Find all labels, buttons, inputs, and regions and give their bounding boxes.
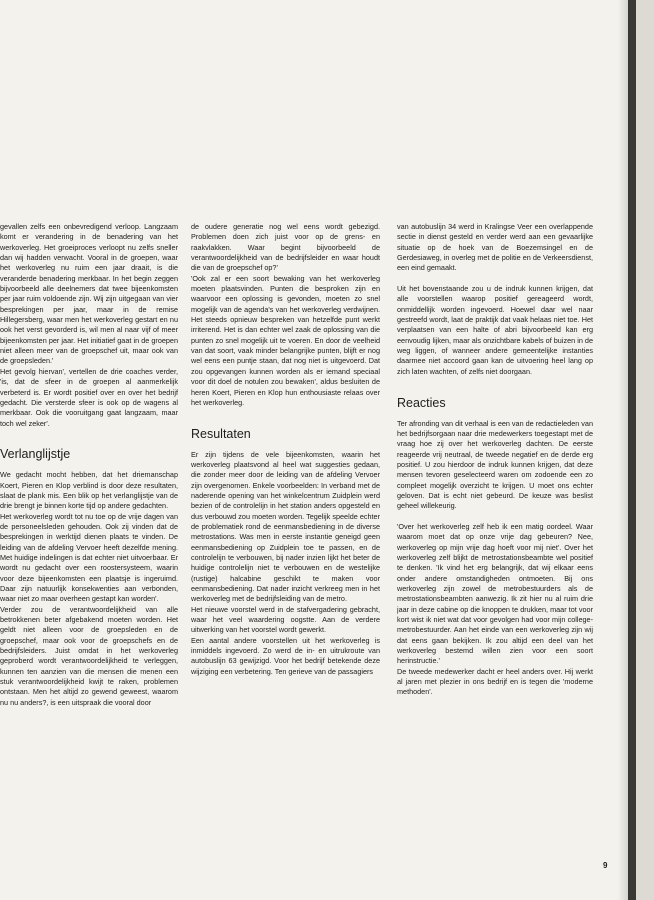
binding-shadow bbox=[618, 0, 628, 900]
paragraph: Het nieuwe voorstel werd in de stafvergadering gebracht, waar het veel waardering oogstte. Aan de verdere uitwerking van het voorstel wordt gewerkt. bbox=[191, 604, 380, 635]
paragraph: Ter afronding van dit verhaal is een van de redactieleden van het bedrijfsorgaan naar drie medewerkers toegestapt met de vraag hoe zij over het werkoverleg dachten. De eerste reageerde vrij neutraal, de tweede negatief en de derde erg positief. U zou hierdoor de indruk kunnen krijgen, dat deze mensen tevoren geselecteerd waren om zodoende een zo compleet mogelijk overzicht te krijgen. U moet ons echter geloven. Dat is echt niet gebeurd. De keuze was beslist geheel willekeurig. bbox=[397, 418, 593, 511]
paragraph: We gedacht mocht hebben, dat het driemanschap Koert, Pieren en Klop verblind is door deze resultaten, slaat de plank mis. Een blik op het verlanglijstje van de drie brengt je binnen korte tijd op andere gedachten. bbox=[0, 470, 178, 511]
page-number: 9 bbox=[603, 861, 608, 870]
next-page-edge bbox=[636, 0, 654, 900]
paragraph: Er zijn tijdens de vele bijeenkomsten, waarin het werkoverleg plaatsvond al heel wat suggesties gedaan, die zonder meer door de leiding van de afdeling Vervoer zijn overgenomen. Enkele voorbeelden: In verband met de naderende opening van het winkelcentrum Zuidplein werd bezien of de controlelijn in het station anders opgesteld en dus verbouwd zou moeten worden. Tegelijk speelde echter de problematiek rond de eenmansbediening in de diverse metrostations. Was men in eerste instantie geneigd geen eenmansbediening op Zuidplein toe te passen, en de controlelijn te verbouwen, bij nader inzien lijkt het beter de huidige controlelijn niet te verbouwen en de westelijke (rustige) halcabine geschikt te maken voor eenmansbediening. Dat nader inzicht verkreeg men in het werkoverleg met de bedrijfsleiding van de metro. bbox=[191, 449, 380, 604]
text-column-right bbox=[397, 222, 593, 698]
paragraph: 'Ook zal er een soort bewaking van het werkoverleg moeten plaatsvinden. Punten die besproken zijn en waarvoor een oplossing is gevonden, moeten zo snel mogelijk van de agenda's van het werkoverleg verdwijnen. Het steeds opnieuw bespreken van hetzelfde punt werkt irriterend. Het is dan echter wel zaak de oplossing van die punten zo snel mogelijk uit te voeren. En door de veelheid van dat soort, vaak minder belangrijke punten, blijft er nog wel eens een puntje staan, dat nog niet is uitgevoerd. Dat zou opgevangen kunnen worden als er iemand speciaal voor dit doel de notulen zou bewaken', aldus besluiten de heren Koert, Pieren en Klop hun enthousiaste relaas over het werkoverleg. bbox=[191, 273, 380, 407]
binding-edge bbox=[628, 0, 636, 900]
paragraph: 'Over het werkoverleg zelf heb ik een matig oordeel. Waar waarom moet dat op onze vrije dag gebeuren? Nee, werkoverleg op mijn vrije dag hoeft voor mij niet'. Over het werkoverleg zelf blijkt de metrostationsbeambte wel positief te denken. 'Ik vind het erg belangrijk, dat wij elkaar eens onder andere omstandigheden ontmoeten. Bij ons werkoverleg zijn zowel de metrobestuurders als de metrostationsbeambten aanwezig. Ik zit hier nu al ruim drie jaar in deze cabine op die knoppen te drukken, maar tot voor kort wist ik niet wat dat voor gevolgen had voor mijn college-metrobestuurder. Aan het einde van een werkoverleg zijn wij dat eens gaan bekijken. Ik zou altijd een deel van het werkoverleg bestemd willen zien voor een soort herinstructie.' bbox=[397, 521, 593, 666]
paragraph: Een aantal andere voorstellen uit het werkoverleg is inmiddels ingevoerd. Zo werd de in- en uitrukroute van autobuslijn 63 gewijzigd. Voor het bedrijf betekende deze wijziging een verbetering. Ten gerieve van de passagiers bbox=[191, 635, 380, 676]
paragraph: Het werkoverleg wordt tot nu toe op de vrije dagen van de personeelsleden gehouden. Ook zij vinden dat de besprekingen in werktijd dienen plaats te vinden. De leiding van de afdeling Vervoer heeft dezelfde mening. Met huidige indelingen is dat echter niet uitvoerbaar. Er wordt nu gedacht over een roostersysteem, waarin voor deze bijeenkomsten een plaatsje is ingeruimd. Daar zijn natuurlijk konsekwenties aan verbonden, waar niet zo maar overheen gestapt kan worden'. bbox=[0, 511, 178, 604]
paragraph: de oudere generatie nog wel eens wordt gebezigd. Problemen doen zich juist voor op de grens- en raakvlakken. Waar begint bijvoorbeeld de verantwoordelijkheid van de bedrijfsleider en waar houdt die van de groepschef op?' bbox=[191, 222, 380, 273]
text-column-left bbox=[0, 222, 178, 708]
paragraph: Het gevolg hiervan', vertellen de drie coaches verder, 'is, dat de sfeer in de groepen al aanmerkelijk verbeterd is. Er wordt positief over en over het bedrijf gedacht. Die versterde sfeer is ook op de wagens al merkbaar. Ook die vooruitgang gaat langzaam, maar toch wel zeker'. bbox=[0, 366, 178, 428]
section-heading-reacties: Reacties bbox=[397, 395, 446, 410]
section-heading-resultaten: Resultaten bbox=[191, 426, 251, 441]
paragraph: De tweede medewerker dacht er heel anders over. Hij werkt al jaren met plezier in ons bedrijf en is tegen die 'moderne methoden'. bbox=[397, 666, 593, 697]
paragraph: Verder zou de verantwoordelijkheid van alle betrokkenen beter afgebakend moeten worden. Het geldt niet alleen voor de groepsleden en de groepschef, maar ook voor de groepschefs en de bedrijfsleiders. Juist omdat in het werkoverleg geproberd wordt verantwoordelijkheid te verleggen, kunnen ten aanzien van die mensen die menen een stuk verantwoordelijkheid kwijt te raken, problemen ontstaan. Men het altijd zo gewend geweest, waarom nu nu anders?, is een uitspraak die vooral door bbox=[0, 604, 178, 707]
paragraph: Uit het bovenstaande zou u de indruk kunnen krijgen, dat alle voorstellen waarop positief gereageerd wordt, onmiddellijk worden ingevoerd. Hoewel daar wel naar gestreefd wordt, laat de praktijk dat vaak helaas niet toe. Het verplaatsen van een halte of abri bijvoorbeeld kan erg eenvoudig lijken, maar als onzichtbare kabels of buizen in de weg liggen, of wanneer andere gemeentelijke instanties daarmee niet accoord gaan kan de uitvoering heel lang op zich laten wachten, of zelfs niet doorgaan. bbox=[397, 284, 593, 376]
paragraph: gevallen zelfs een onbevredigend verloop. Langzaam komt er verandering in de benadering van het werkoverleg. Het groeiproces verloopt nu zelfs sneller dan wij hadden verwacht. Vooral in de groepen, waar het werkoverleg nu ruim een jaar draait, is die veranderde benadering merkbaar. In het begin zeggen bijvoorbeeld alle deelnemers dat twee bijeenkomsten per jaar ruim voldoende zijn. Wij zijn uitgegaan van vier besprekingen per jaar, maar in de remise Hillegersberg, waar men het werkoverleg gestart en nu ook het verst gevorderd is, wil men al naar vijf of meer bijeenkomsten per jaar. Het initiatief gaat in de groepen niet alleen meer van de groepschef uit, maar ook van de groepsleden.' bbox=[0, 222, 178, 366]
section-heading-verlanglijstje: Verlanglijstje bbox=[0, 447, 71, 462]
paragraph: van autobuslijn 34 werd in Kralingse Veer een overlappende sectie in dienst gesteld en verder werd aan een gevaarlijke situatie op de hoek van de Boezemsingel en de Gerdesiaweg, in overleg met de politie en de Verkeersdienst, een eind gemaakt. bbox=[397, 222, 593, 273]
text-column-middle bbox=[191, 222, 380, 677]
